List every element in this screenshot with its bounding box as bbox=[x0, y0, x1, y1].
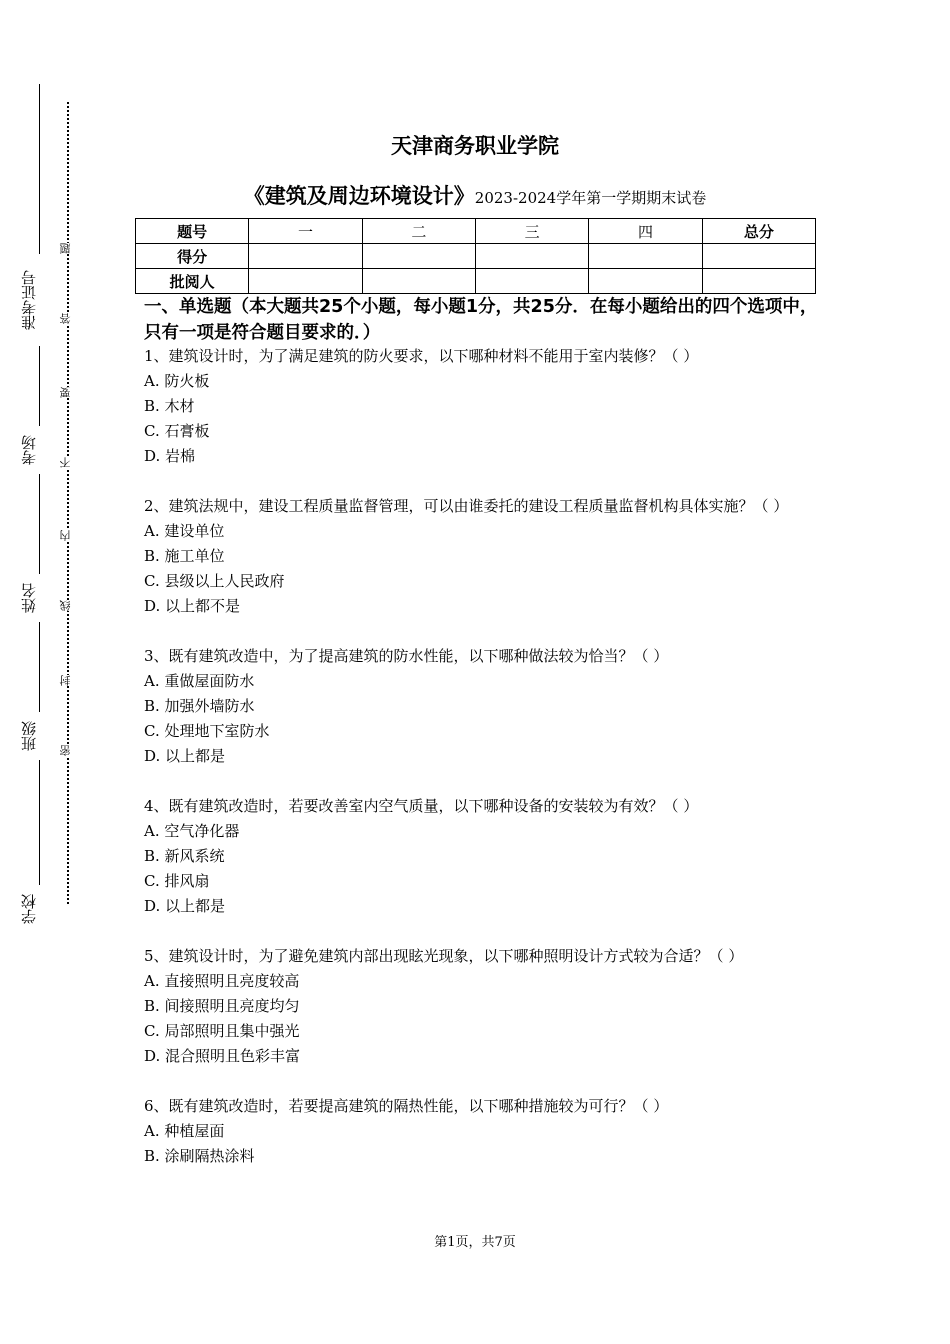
seal-char: 封 bbox=[59, 675, 75, 686]
option: B. 施工单位 bbox=[144, 547, 225, 565]
header-cell: 二 bbox=[362, 219, 475, 244]
seal-char: 内 bbox=[59, 530, 75, 541]
exam-room-label: 考场 bbox=[20, 435, 38, 465]
grader-cell bbox=[362, 269, 475, 294]
score-cell bbox=[249, 244, 362, 269]
school-label: 学校 bbox=[20, 894, 38, 924]
option: A. 空气净化器 bbox=[144, 822, 240, 840]
question-stem: 2、建筑法规中，建设工程质量监督管理，可以由谁委托的建设工程质量监督机构具体实施？（ ） bbox=[144, 497, 789, 515]
option: B. 间接照明且亮度均匀 bbox=[144, 997, 300, 1015]
header-cell: 题号 bbox=[136, 219, 249, 244]
course-title: 《建筑及周边环境设计》 bbox=[243, 184, 475, 208]
option: A. 重做屋面防水 bbox=[144, 672, 255, 690]
option: C. 石膏板 bbox=[144, 422, 210, 440]
grader-cell bbox=[589, 269, 702, 294]
option: D. 以上都是 bbox=[144, 747, 226, 765]
seal-char: 题 bbox=[59, 243, 75, 254]
seal-char: 要 bbox=[59, 387, 75, 398]
option: A. 直接照明且亮度较高 bbox=[144, 972, 300, 990]
seal-dotted-line bbox=[67, 102, 69, 904]
option: A. 种植屋面 bbox=[144, 1122, 225, 1140]
seal-char: 不 bbox=[59, 457, 75, 468]
seal-char: 答 bbox=[59, 313, 75, 324]
score-cell bbox=[475, 244, 588, 269]
question-stem: 3、既有建筑改造中，为了提高建筑的防水性能，以下哪种做法较为恰当？（ ） bbox=[144, 647, 669, 665]
question-stem: 6、既有建筑改造时，若要提高建筑的隔热性能，以下哪种措施较为可行？（ ） bbox=[144, 1097, 669, 1115]
option: A. 建设单位 bbox=[144, 522, 225, 540]
header-cell: 三 bbox=[475, 219, 588, 244]
exam-number-label: 准考证号 bbox=[20, 270, 38, 330]
name-label: 姓名 bbox=[20, 583, 38, 613]
question-list bbox=[144, 344, 824, 1169]
fill-line bbox=[39, 84, 40, 254]
question-stem: 1、建筑设计时，为了满足建筑的防火要求，以下哪种材料不能用于室内装修？（ ） bbox=[144, 347, 699, 365]
option: C. 县级以上人民政府 bbox=[144, 572, 285, 590]
school-title: 天津商务职业学院 bbox=[391, 134, 559, 158]
header-cell: 一 bbox=[249, 219, 362, 244]
question bbox=[144, 1094, 824, 1169]
score-cell bbox=[589, 244, 702, 269]
score-cell bbox=[362, 244, 475, 269]
option: D. 以上都是 bbox=[144, 897, 226, 915]
row-label: 得分 bbox=[136, 244, 249, 269]
option: A. 防火板 bbox=[144, 372, 210, 390]
question-stem: 5、建筑设计时，为了避免建筑内部出现眩光现象，以下哪种照明设计方式较为合适？（ ） bbox=[144, 947, 744, 965]
question-stem: 4、既有建筑改造时，若要改善室内空气质量，以下哪种设备的安装较为有效？（ ） bbox=[144, 797, 699, 815]
question bbox=[144, 344, 824, 469]
option: D. 混合照明且色彩丰富 bbox=[144, 1047, 301, 1065]
question bbox=[144, 644, 824, 769]
page-number: 第1页，共7页 bbox=[434, 1235, 516, 1250]
grader-cell bbox=[475, 269, 588, 294]
option: D. 以上都不是 bbox=[144, 597, 241, 615]
question bbox=[144, 794, 824, 919]
option: C. 排风扇 bbox=[144, 872, 210, 890]
exam-title bbox=[0, 180, 950, 210]
header-cell: 总分 bbox=[702, 219, 815, 244]
option: C. 处理地下室防水 bbox=[144, 722, 270, 740]
score-cell bbox=[702, 244, 815, 269]
option: B. 新风系统 bbox=[144, 847, 225, 865]
score-row bbox=[136, 244, 816, 269]
option: B. 涂刷隔热涂料 bbox=[144, 1147, 255, 1165]
section-title: 一、单选题（本大题共25个小题，每小题1分，共25分．在每小题给出的四个选项中，只有一项是符合题目要求的．） bbox=[144, 297, 818, 343]
score-table bbox=[135, 218, 816, 294]
question bbox=[144, 494, 824, 619]
grader-cell bbox=[249, 269, 362, 294]
option: B. 加强外墙防水 bbox=[144, 697, 255, 715]
seal-char: 线 bbox=[59, 600, 75, 611]
option: D. 岩棉 bbox=[144, 447, 196, 465]
header-cell: 四 bbox=[589, 219, 702, 244]
fill-line bbox=[39, 346, 40, 426]
row-label: 批阅人 bbox=[136, 269, 249, 294]
option: B. 木材 bbox=[144, 397, 195, 415]
term-title: 2023-2024学年第一学期期末试卷 bbox=[474, 189, 707, 207]
grader-row bbox=[136, 269, 816, 294]
fill-line bbox=[39, 622, 40, 712]
fill-line bbox=[39, 474, 40, 574]
score-header-row bbox=[136, 219, 816, 244]
grader-cell bbox=[702, 269, 815, 294]
option: C. 局部照明且集中强光 bbox=[144, 1022, 300, 1040]
fill-line bbox=[39, 760, 40, 885]
question bbox=[144, 944, 824, 1069]
class-label: 班级 bbox=[20, 721, 38, 751]
seal-char: 密 bbox=[59, 745, 75, 756]
